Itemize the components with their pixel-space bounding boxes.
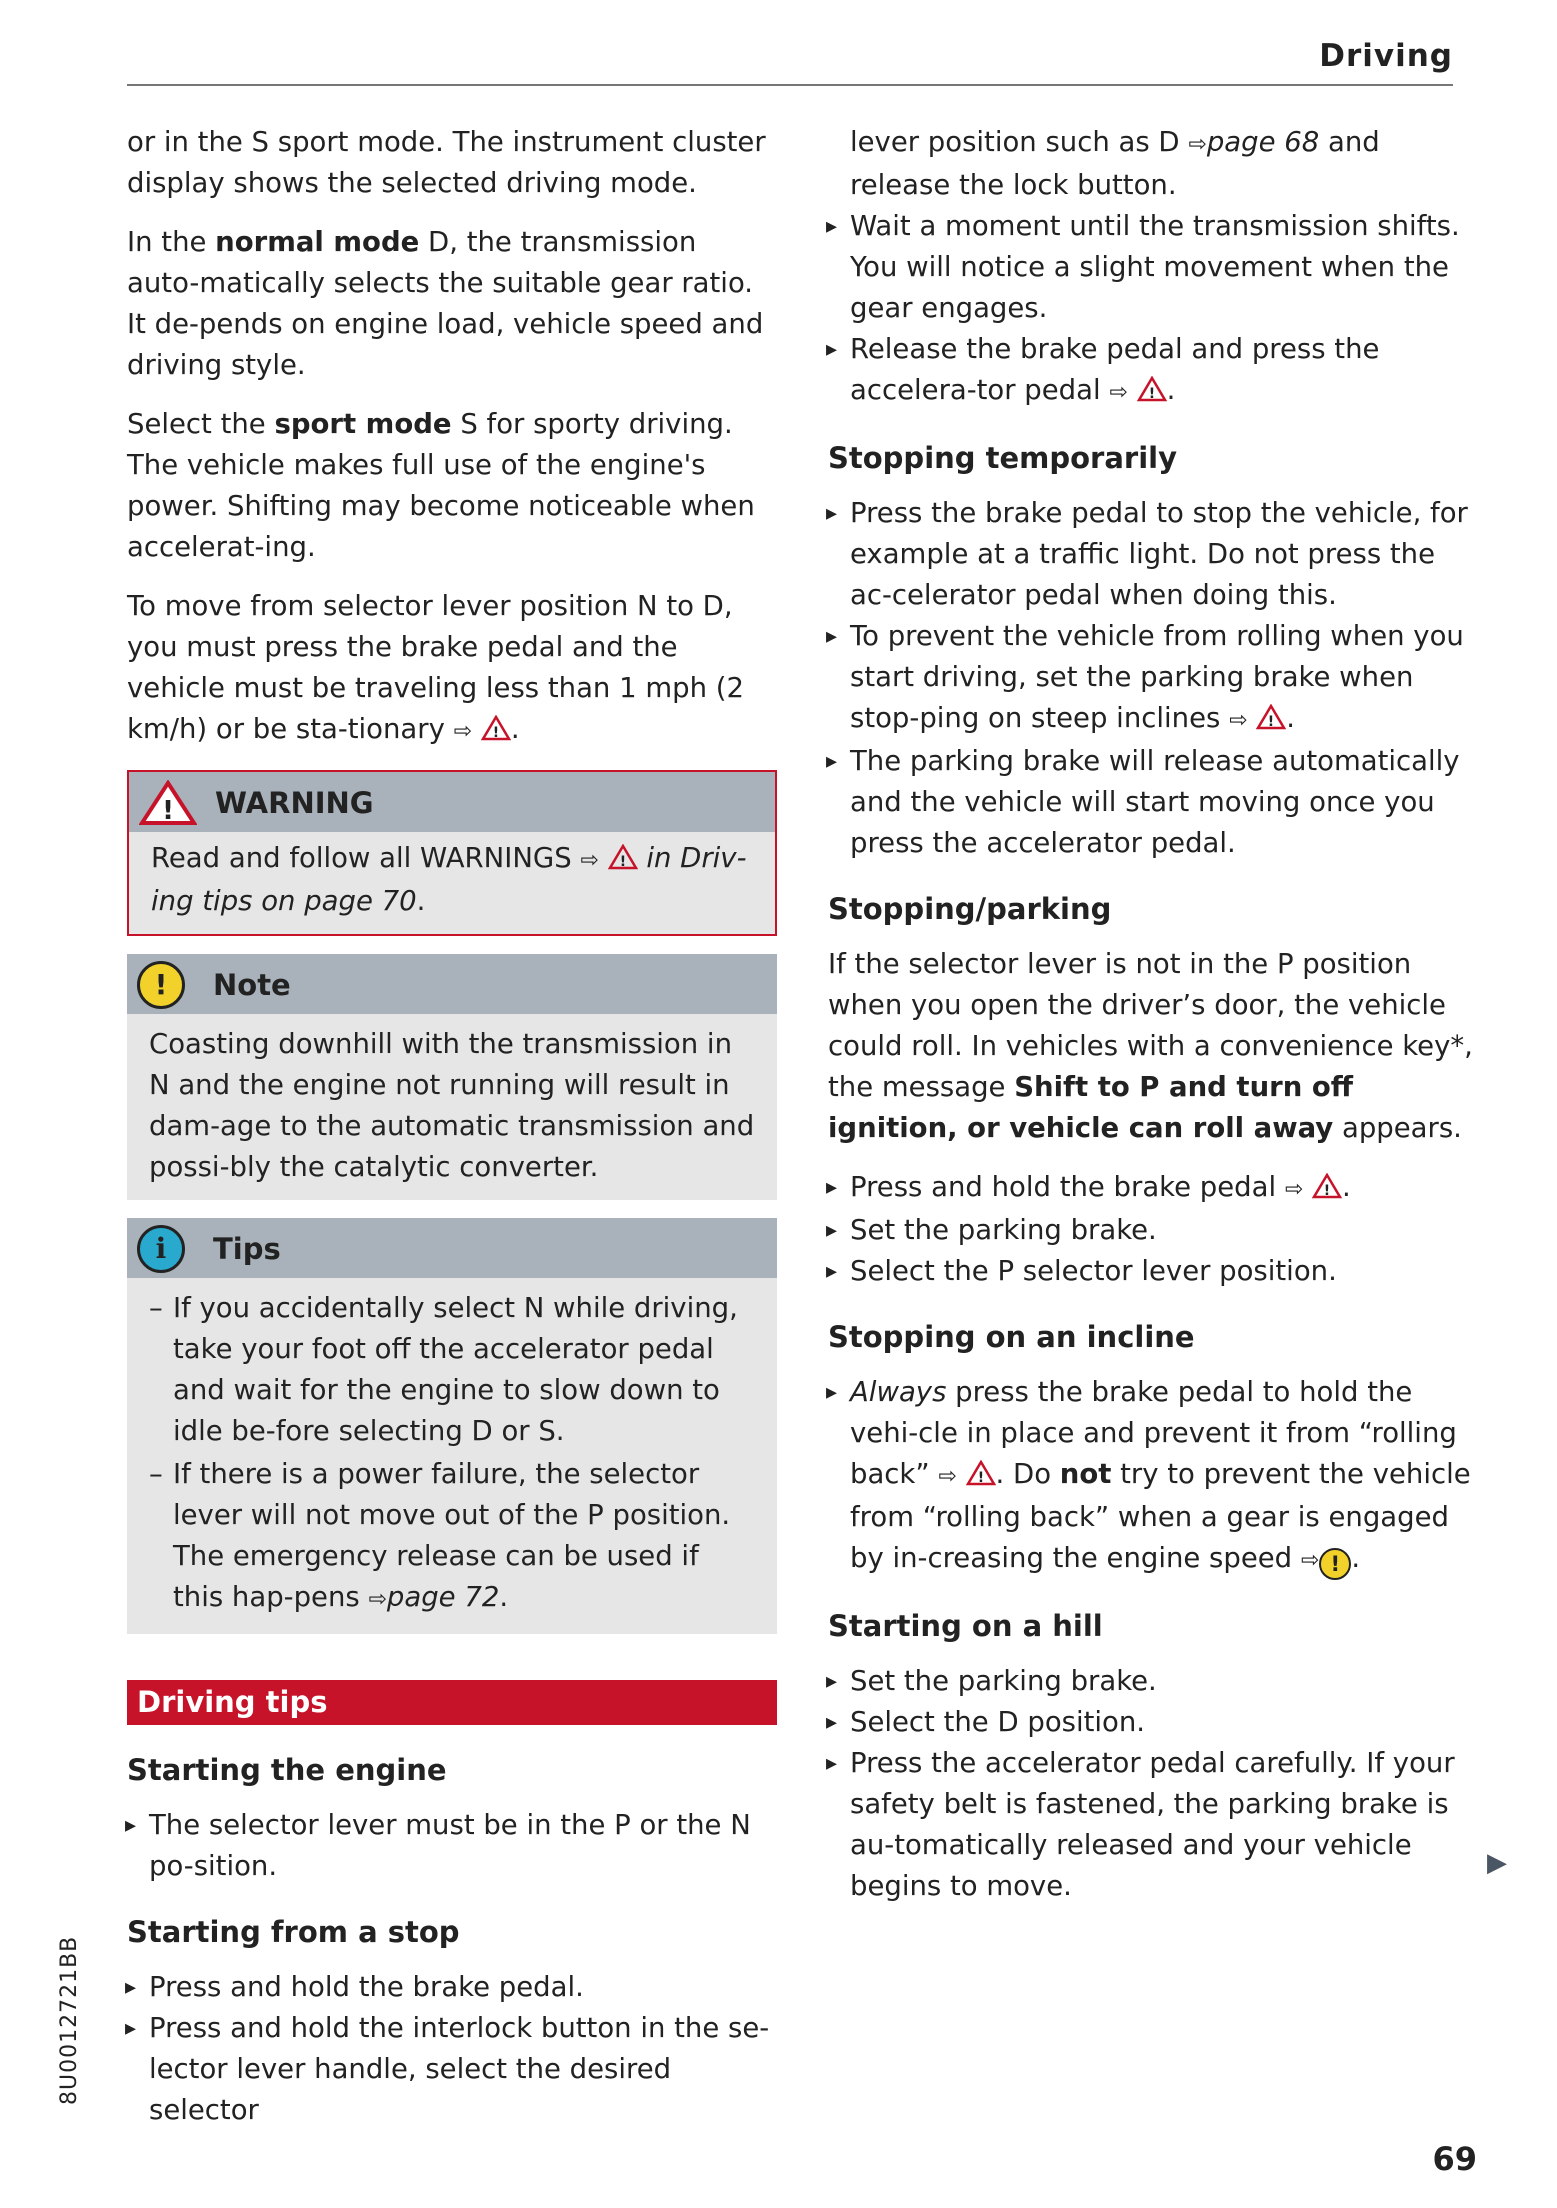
list-item: ▸ Press and hold the brake pedal. [127, 1967, 777, 2008]
bullet-list [828, 1167, 1480, 1292]
warning-triangle-icon [139, 780, 197, 847]
list-item: ▸ Wait a moment until the transmission shifts. You will notice a slight movement when the gear engages. [828, 206, 1480, 329]
left-column [127, 122, 777, 2149]
list-item: ▸ The parking brake will release automatically and the vehicle will start moving once you press the accelerator pedal. [828, 741, 1480, 864]
heading: Starting the engine [127, 1753, 447, 1787]
warning-box-body: Read and follow all WARNINGS ⇨ ! in Driv-ing tips on page 70. [129, 832, 775, 934]
warning-triangle-icon [481, 715, 511, 741]
list-item: ▸ Release the brake pedal and press the accelera-tor pedal ⇨ ! . [828, 329, 1480, 413]
cross-reference: page 72 [386, 1581, 500, 1613]
heading: Starting on a hill [828, 1609, 1103, 1643]
continue-arrow-icon: ▶ [1487, 1848, 1507, 1878]
warning-box [127, 770, 777, 936]
paragraph: In the normal mode D, the transmission auto-matically selects the suitable gear ratio. It de-pends on engine load, vehicle speed and driving style. [127, 226, 764, 381]
xref-arrow-icon: ⇨ [368, 1587, 387, 1612]
right-column [828, 122, 1480, 1925]
list-item: – If there is a power failure, the selector lever will not move out of the P position. The emergency release can be used if this hap-pens ⇨page 72. [149, 1454, 755, 1620]
warning-box-header [129, 772, 775, 832]
list-item: ▸ Press and hold the interlock button in the se-lector lever handle, select the desired selector [127, 2008, 777, 2131]
svg-text:!: ! [977, 1470, 984, 1486]
svg-text:!: ! [1268, 714, 1275, 730]
svg-text:!: ! [492, 725, 500, 741]
heading: Stopping/parking [828, 892, 1112, 926]
xref-arrow-icon: ⇨ [580, 848, 599, 873]
list-item: ▸ Press the accelerator pedal carefully. If your safety belt is fastened, the parking brake is au-tomatically released and your vehicle begins to move. [828, 1743, 1480, 1907]
warning-triangle-icon [1137, 376, 1167, 402]
note-title: Note [213, 968, 291, 1002]
info-icon: i [137, 1225, 185, 1273]
tips-box-body [127, 1278, 777, 1634]
paragraph: Select the sport mode S for sporty driving. The vehicle makes full use of the engine's power. Shifting may become noticeable when accelerat-ing. [127, 408, 755, 563]
svg-text:!: ! [162, 796, 174, 826]
running-header: Driving [1319, 38, 1453, 74]
tips-box [127, 1218, 777, 1634]
list-item: ▸ Select the D position. [828, 1702, 1480, 1743]
bullet-list [828, 1372, 1480, 1581]
bullet-list [127, 1967, 777, 2131]
document-code: 8U0012721BB [57, 1935, 82, 2105]
header-rule [127, 84, 1453, 86]
heading: Stopping on an incline [828, 1320, 1195, 1354]
xref-arrow-icon: ⇨ [1229, 708, 1248, 733]
section-bar: Driving tips [127, 1680, 777, 1725]
xref-arrow-icon: ⇨ [453, 719, 473, 744]
paragraph: or in the S sport mode. The instrument cluster display shows the selected driving mode. [127, 126, 766, 199]
note-exclamation-icon: ! [1319, 1548, 1351, 1580]
note-box-body: Coasting downhill with the transmission in N and the engine not running will result in dam-age to the automatic transmission and possi-bly the catalytic converter. [127, 1014, 777, 1200]
heading: Starting from a stop [127, 1915, 460, 1949]
svg-text:!: ! [1148, 386, 1155, 402]
warning-triangle-icon [1256, 704, 1286, 730]
bullet-list [127, 1805, 777, 1887]
list-item: ▸ Set the parking brake. [828, 1661, 1480, 1702]
list-item: ▸ To prevent the vehicle from rolling when you start driving, set the parking brake when stop-ping on steep inclines ⇨ ! . [828, 616, 1480, 741]
list-item: ▸ Always press the brake pedal to hold the vehi-cle in place and prevent it from “rolling back” ⇨ ! . Do not try to prevent the vehicle from “rolling back” when a gear is engaged by in-creasing the engine speed ⇨ ! . [828, 1372, 1480, 1581]
bullet-list [828, 493, 1480, 864]
paragraph: If the selector lever is not in the P position when you open the driver’s door, the vehicle could roll. In vehicles with a convenience key*, the message Shift to P and turn off ignition, or vehicle can roll away appears. [828, 948, 1473, 1144]
heading: Stopping temporarily [828, 441, 1178, 475]
bullet-list [828, 122, 1480, 413]
list-item-continued: lever position such as D ⇨page 68 and release the lock button. [850, 126, 1380, 201]
warning-title: WARNING [215, 786, 374, 820]
warning-triangle-icon [608, 844, 638, 870]
list-item: ▸ Set the parking brake. [828, 1210, 1480, 1251]
tips-box-header [127, 1218, 777, 1278]
xref-arrow-icon: ⇨ [1109, 380, 1128, 405]
warning-triangle-icon [966, 1460, 996, 1486]
xref-arrow-icon: ⇨ [1300, 1548, 1320, 1573]
list-item: – If you accidentally select N while driving, take your foot off the accelerator pedal and wait for the engine to slow down to idle be-fore selecting D or S. [149, 1288, 755, 1452]
svg-text:!: ! [1323, 1183, 1331, 1199]
note-box [127, 954, 777, 1200]
xref-arrow-icon: ⇨ [1188, 132, 1207, 157]
list-item: ▸ Press and hold the brake pedal ⇨ ! . [828, 1167, 1480, 1210]
list-item: ▸ The selector lever must be in the P or the N po-sition. [127, 1805, 777, 1887]
page-number: 69 [1432, 2140, 1477, 2178]
xref-arrow-icon: ⇨ [1284, 1177, 1304, 1202]
list-item: ▸ Press the brake pedal to stop the vehicle, for example at a traffic light. Do not press the ac-celerator pedal when doing this. [828, 493, 1480, 616]
cross-reference: in Driv-ing tips on page 70 [151, 842, 747, 917]
list-item: ▸ Select the P selector lever position. [828, 1251, 1480, 1292]
paragraph: To move from selector lever position N to D, you must press the brake pedal and the vehicle must be traveling less than 1 mph (2 km/h) or be sta-tionary ⇨ ! . [127, 590, 744, 745]
warning-triangle-icon [1312, 1173, 1342, 1199]
note-box-header [127, 954, 777, 1014]
cross-reference: page 68 [1206, 126, 1320, 158]
bullet-list [828, 1661, 1480, 1907]
svg-text:!: ! [619, 854, 626, 870]
note-exclamation-icon: ! [137, 961, 185, 1009]
xref-arrow-icon: ⇨ [938, 1464, 957, 1489]
tips-title: Tips [213, 1232, 281, 1266]
